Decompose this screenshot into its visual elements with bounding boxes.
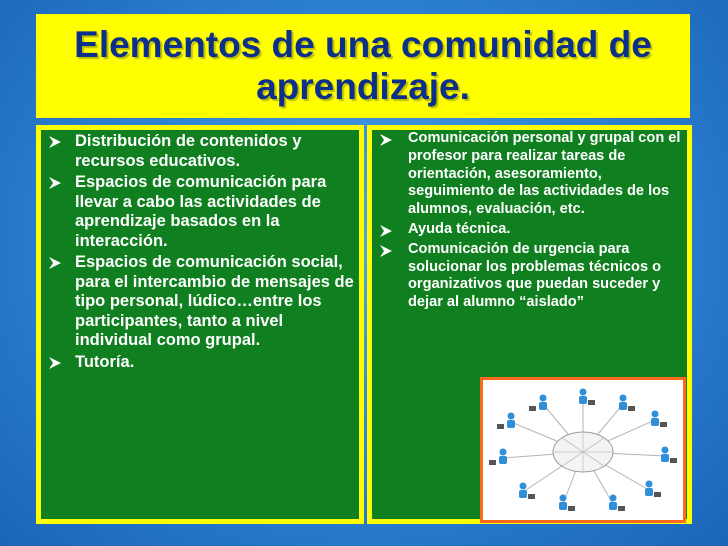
left-panel bbox=[36, 125, 364, 524]
list-item bbox=[43, 173, 355, 251]
right-panel bbox=[367, 125, 692, 524]
list-item-text: Ayuda técnica. bbox=[408, 220, 511, 237]
list-item bbox=[374, 221, 683, 239]
list-item-text: Distribución de contenidos y recursos educativos. bbox=[75, 132, 302, 170]
slide-title: Elementos de una comunidad de aprendizaje. bbox=[74, 24, 652, 107]
left-bullet-list bbox=[41, 132, 359, 372]
arrow-bullet-icon bbox=[379, 224, 393, 238]
list-item bbox=[43, 353, 355, 373]
list-item bbox=[43, 132, 355, 171]
list-item-text: Espacios de comunicación para llevar a cabo las actividades de aprendizaje basados en la interacción. bbox=[75, 173, 327, 250]
network-image-frame bbox=[480, 377, 686, 523]
arrow-bullet-icon bbox=[379, 244, 393, 258]
title-box bbox=[36, 14, 690, 118]
arrow-bullet-icon bbox=[48, 135, 62, 149]
arrow-bullet-icon bbox=[48, 356, 62, 370]
arrow-bullet-icon bbox=[48, 176, 62, 190]
list-item-text: Comunicación de urgencia para solucionar los problemas técnicos o organizativos que puedan suceder y dejar al alumno “aislado” bbox=[408, 240, 662, 311]
right-bullet-list bbox=[372, 130, 687, 312]
list-item-text: Comunicación personal y grupal con el profesor para realizar tareas de orientación, asesoramiento, seguimiento de las actividades de los alumnos, evaluación, etc. bbox=[408, 130, 681, 218]
list-item-text: Espacios de comunicación social, para el intercambio de mensajes de tipo personal, lúdico…entre los participantes, tanto a nivel individual como grupal. bbox=[75, 253, 354, 349]
list-item-text: Tutoría. bbox=[75, 352, 135, 371]
arrow-bullet-icon bbox=[379, 133, 393, 147]
list-item bbox=[374, 130, 683, 219]
list-item bbox=[43, 253, 355, 351]
network-people-computers-icon bbox=[483, 380, 683, 520]
arrow-bullet-icon bbox=[48, 256, 62, 270]
list-item bbox=[374, 241, 683, 312]
